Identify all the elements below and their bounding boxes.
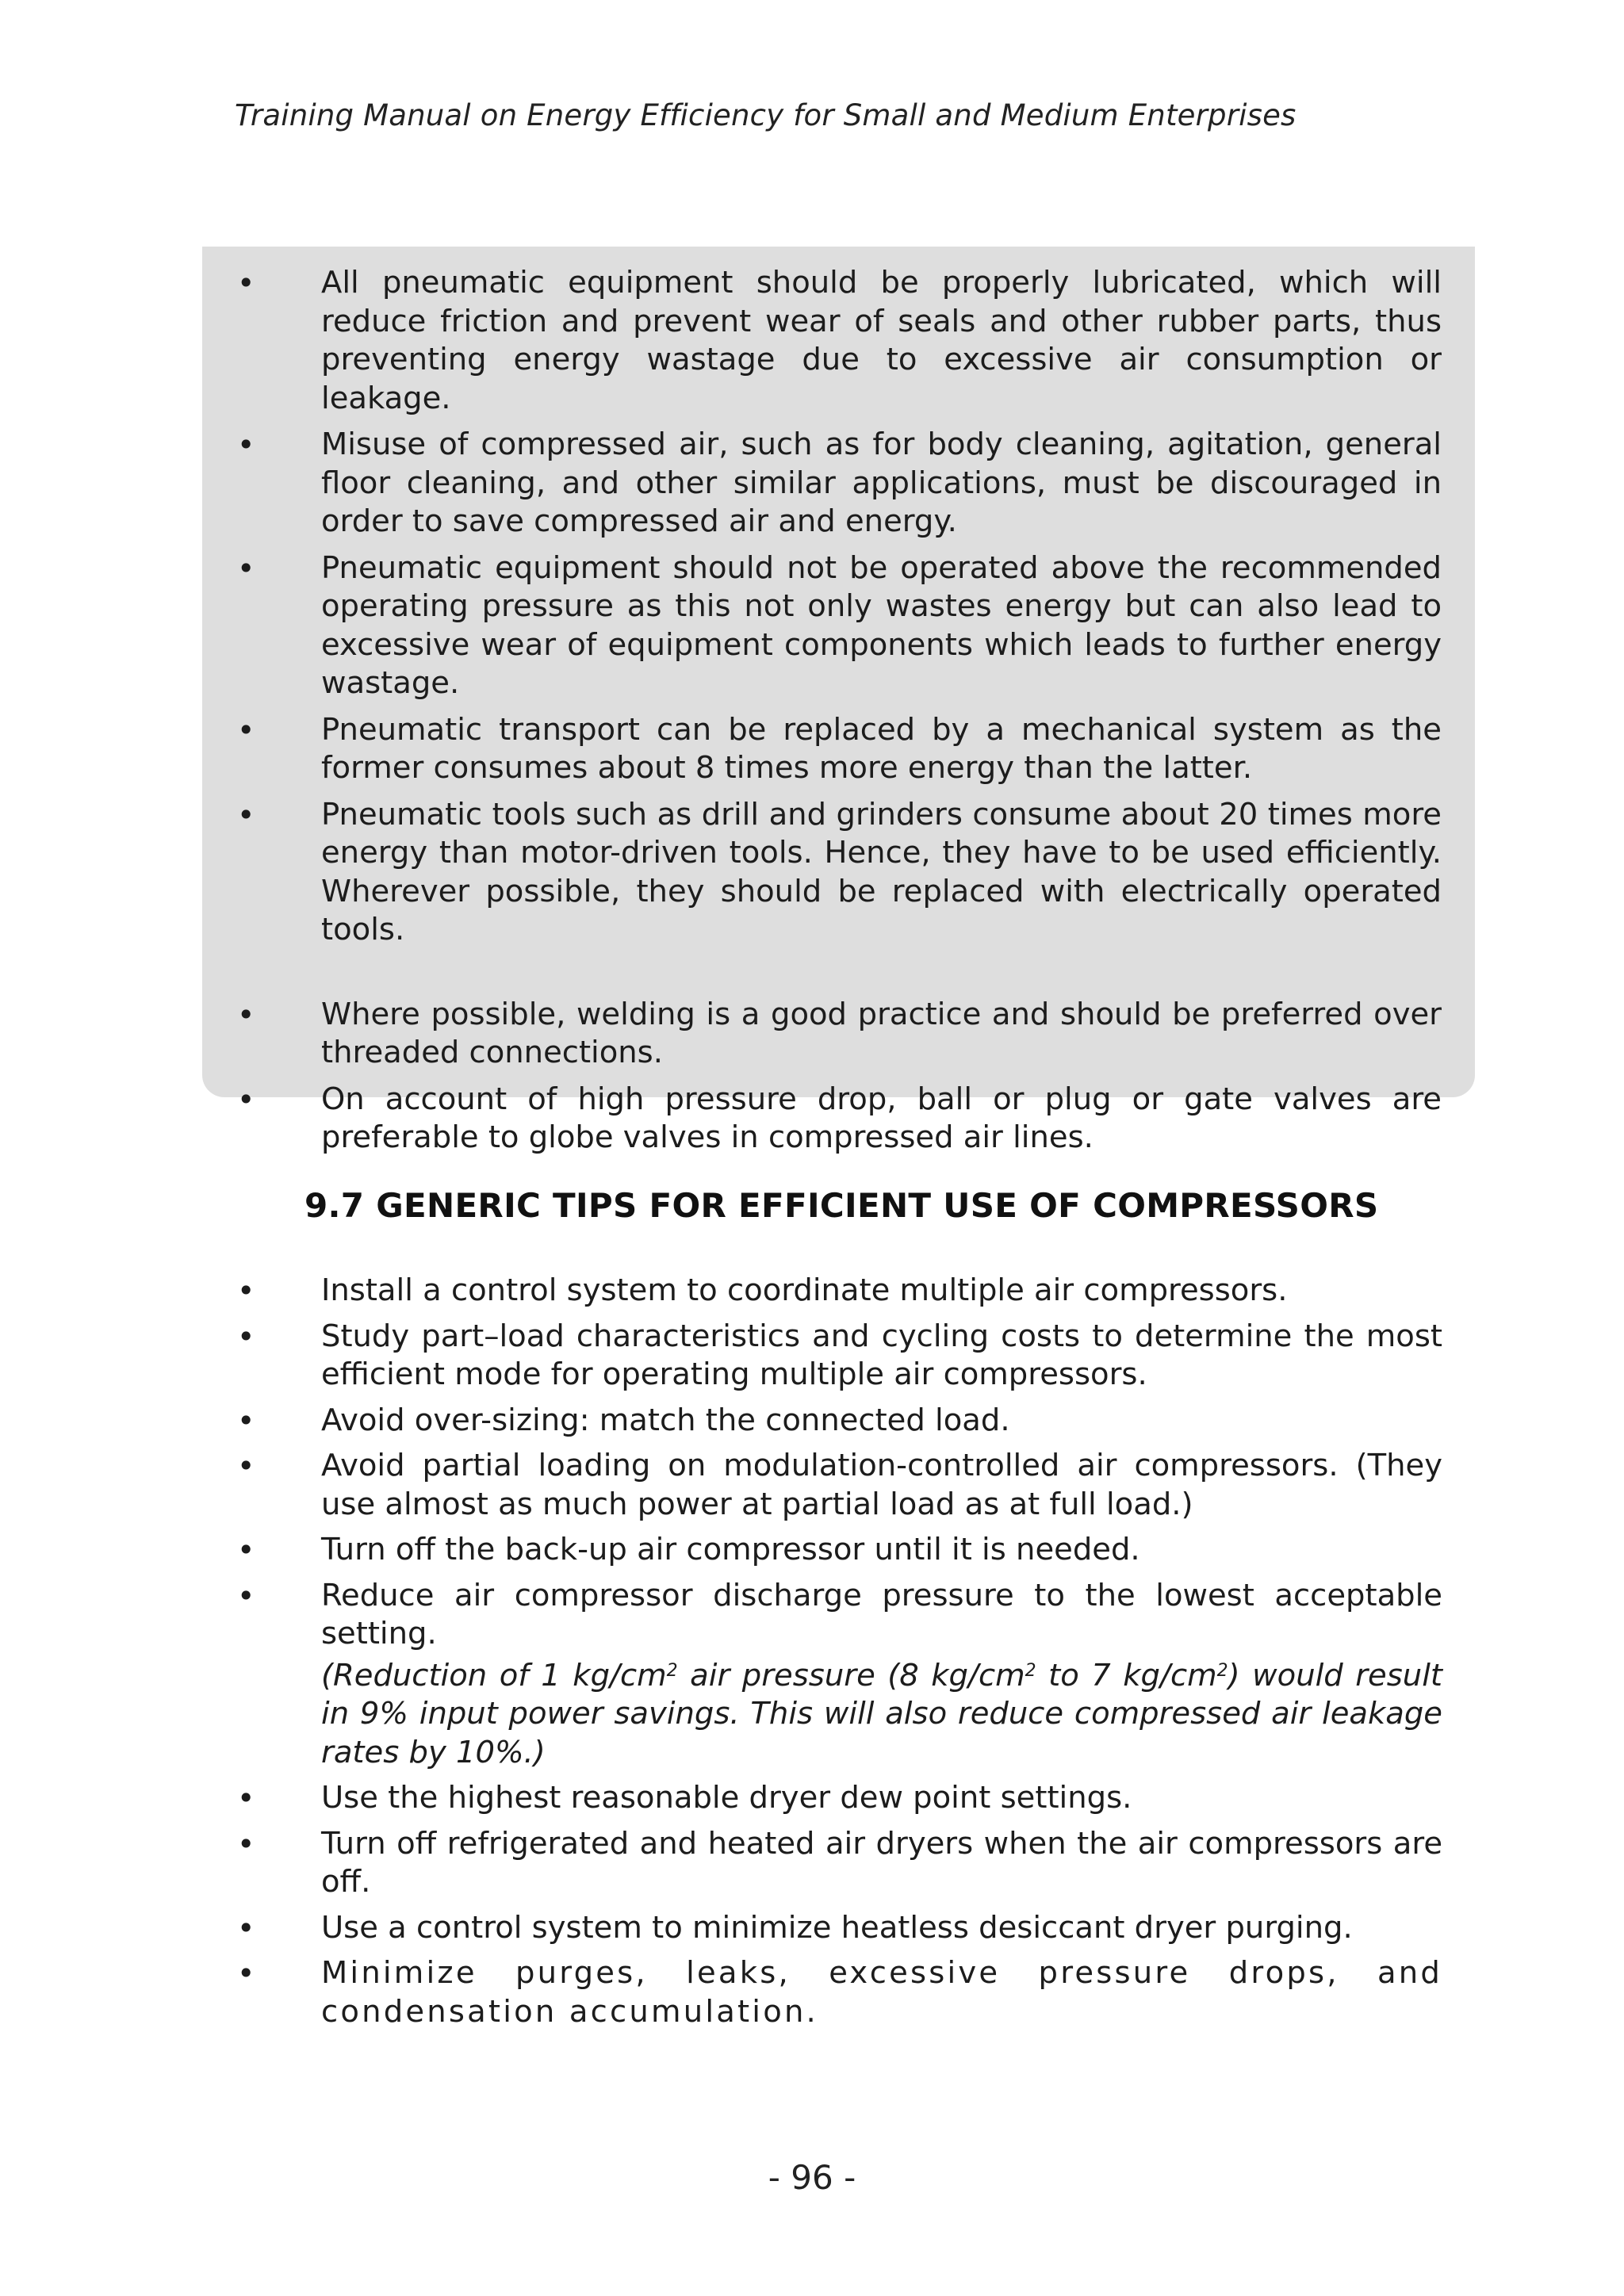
- running-header-title: Training Manual on Energy Efficiency for Small and Medium Enterprises: [235, 98, 1297, 132]
- tips-callout-list: [236, 264, 1442, 1158]
- pressure-reduction-note: [236, 1657, 1442, 1773]
- list-item: [236, 711, 1442, 788]
- section-heading: 9.7 GENERIC TIPS FOR EFFICIENT USE OF COMPRESSORS: [304, 1186, 1379, 1225]
- list-item: [236, 264, 1442, 418]
- list-item-text: All pneumatic equipment should be properly lubricated, which will reduce friction and prevent wear of seals and other rubber parts, thus preventing energy wastage due to excessive air consumption or leakage.: [321, 265, 1442, 416]
- bullet-icon: •: [237, 1448, 255, 1483]
- tips-callout-box: [202, 247, 1475, 1155]
- list-item: [236, 1081, 1442, 1158]
- note-superscript: 2: [1216, 1660, 1228, 1681]
- list-item: [236, 796, 1442, 950]
- list-item: [236, 1272, 1442, 1311]
- list-item: [236, 1779, 1442, 1818]
- bullet-icon: •: [237, 1826, 255, 1862]
- bullet-icon: •: [237, 1578, 255, 1613]
- bullet-icon: •: [237, 1910, 255, 1946]
- bullet-icon: •: [237, 266, 255, 300]
- note-text: to 7 kg/cm: [1036, 1657, 1217, 1693]
- bullet-icon: •: [237, 1956, 255, 1991]
- bullet-icon: •: [237, 1402, 255, 1438]
- list-item: [236, 1825, 1442, 1902]
- bullet-icon: •: [237, 427, 255, 462]
- list-item-text: Pneumatic tools such as drill and grinders consume about 20 times more energy than motor-driven tools. Hence, they have to be used efficiently. Wherever possible, they should be replaced with electrically operated tools.: [321, 796, 1442, 947]
- bullet-icon: •: [237, 1081, 255, 1117]
- list-item: [236, 1577, 1442, 1654]
- generic-tips-list-continued: [236, 1779, 1442, 2031]
- generic-tips-list: [236, 1272, 1442, 1654]
- list-item-text: Reduce air compressor discharge pressure to the lowest acceptable setting.: [321, 1577, 1442, 1651]
- bullet-icon: •: [237, 1273, 255, 1308]
- list-item: [236, 426, 1442, 541]
- list-item-text: Pneumatic transport can be replaced by a mechanical system as the former consumes about 8 times more energy than the latter.: [321, 711, 1442, 786]
- list-item: [236, 549, 1442, 703]
- list-item-text: Avoid over-sizing: match the connected load.: [321, 1402, 1010, 1438]
- bullet-icon: •: [237, 797, 255, 832]
- note-text: (Reduction of 1 kg/cm: [321, 1657, 667, 1693]
- list-item-text: Minimize purges, leaks, excessive pressure drops, and condensation accumulation.: [321, 1955, 1442, 2030]
- list-item-text: Use a control system to minimize heatless desiccant dryer purging.: [321, 1909, 1353, 1946]
- bullet-icon: •: [237, 1533, 255, 1567]
- list-item-text: Where possible, welding is a good practice and should be preferred over threaded connections.: [321, 996, 1442, 1070]
- list-item: [236, 1447, 1442, 1524]
- bullet-icon: •: [237, 1781, 255, 1816]
- list-item-text: Pneumatic equipment should not be operated above the recommended operating pressure as this not only wastes energy but can also lead to excessive wear of equipment components which leads to further energy wastage.: [321, 549, 1442, 701]
- bullet-icon: •: [237, 997, 255, 1032]
- list-item: [236, 1318, 1442, 1395]
- list-item-text: Turn off the back-up air compressor until it is needed.: [321, 1532, 1140, 1567]
- list-item-text: Study part–load characteristics and cycling costs to determine the most efficient mode for operating multiple air compressors.: [321, 1318, 1442, 1392]
- list-item-text: Install a control system to coordinate multiple air compressors.: [321, 1272, 1288, 1308]
- bullet-icon: •: [237, 712, 255, 748]
- note-text: air pressure (8 kg/cm: [677, 1657, 1025, 1693]
- list-item-text: Use the highest reasonable dryer dew point settings.: [321, 1780, 1132, 1816]
- list-item-text: On account of high pressure drop, ball or plug or gate valves are preferable to globe valves in compressed air lines.: [321, 1081, 1442, 1155]
- bullet-icon: •: [237, 550, 255, 586]
- list-item: [236, 1402, 1442, 1441]
- generic-tips-section: [236, 1272, 1442, 2038]
- list-item-text: Avoid partial loading on modulation-controlled air compressors. (They use almost as much power at partial load as at full load.): [321, 1448, 1442, 1522]
- list-item: [236, 1531, 1442, 1570]
- page-number: - 96 -: [768, 2158, 856, 2197]
- list-item-text: Turn off refrigerated and heated air dryers when the air compressors are off.: [321, 1825, 1442, 1900]
- note-superscript: 2: [666, 1660, 678, 1681]
- bullet-icon: •: [237, 1318, 255, 1354]
- list-item-text: Misuse of compressed air, such as for body cleaning, agitation, general floor cleaning, and other similar applications, must be discouraged in order to save compressed air and energy.: [321, 427, 1442, 539]
- list-item: [236, 1954, 1442, 2031]
- note-text: ) would result in 9% input power savings. This will also reduce compressed air leakage rates by 10%.): [321, 1657, 1442, 1770]
- note-superscript: 2: [1025, 1660, 1036, 1681]
- list-item: [236, 1909, 1442, 1948]
- list-item: [236, 996, 1442, 1073]
